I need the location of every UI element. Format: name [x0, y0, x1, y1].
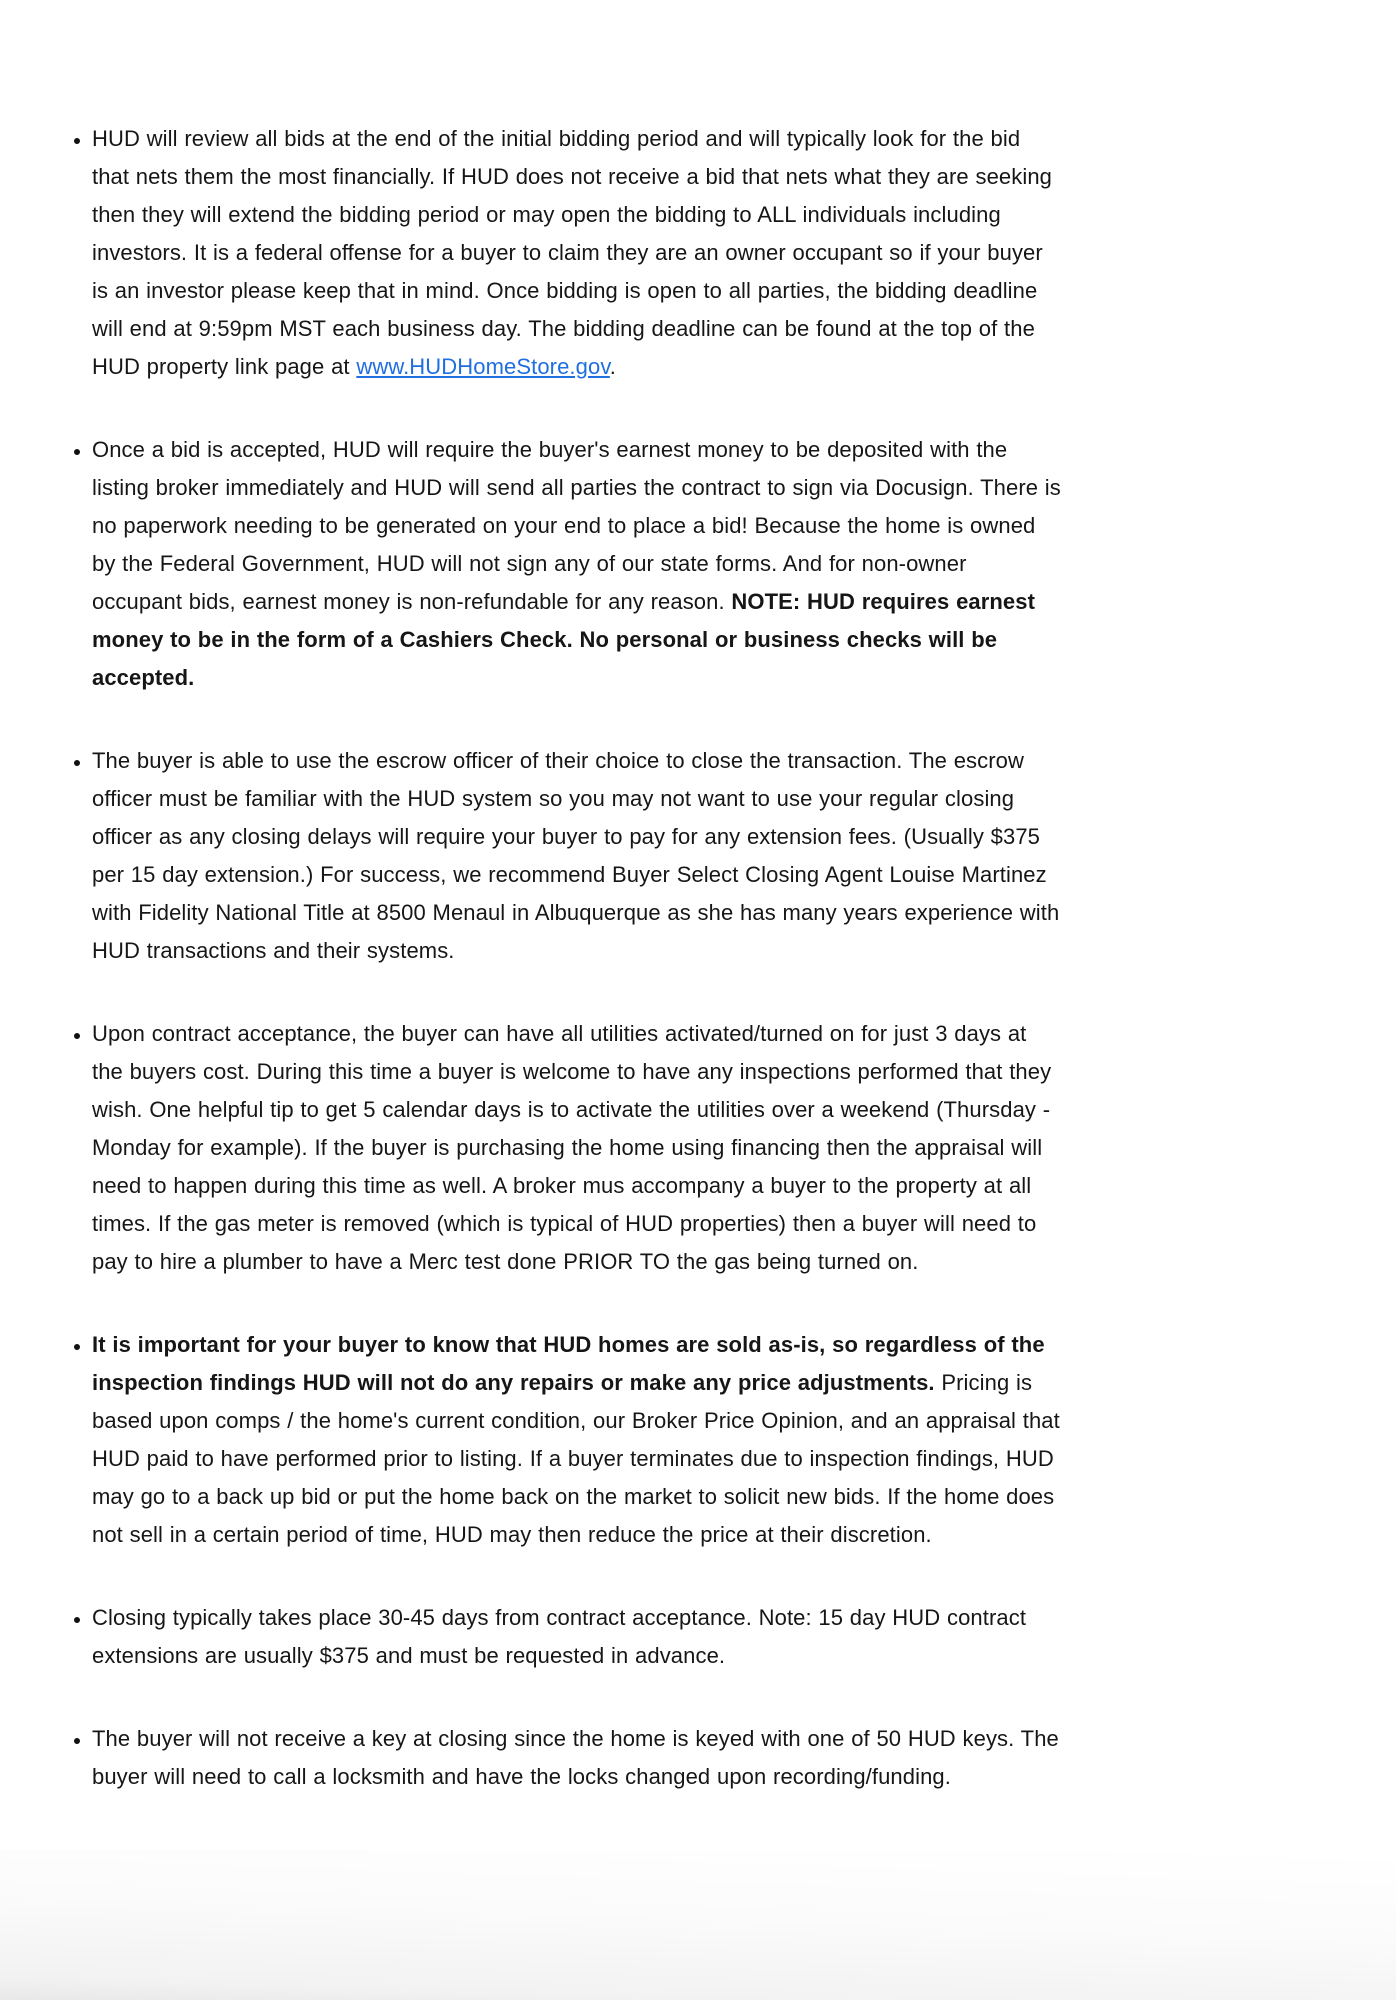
list-item — [92, 431, 1062, 697]
text-segment: The buyer is able to use the escrow officer of their choice to close the transaction. The escrow officer must be familiar with the HUD system so you may not want to use your regular closing officer as any closing delays will require your buyer to pay for any extension fees. (Usually $375 per 15 day extension.) For success, we recommend Buyer Select Closing Agent Louise Martinez with Fidelity National Title at 8500 Menaul in Albuquerque as she has many years experience with HUD transactions and their systems. — [92, 748, 1060, 963]
text-segment: NOTE: HUD requires earnest money to be in the form of a Cashiers Check. No personal or business checks will be accepted. — [92, 589, 1036, 690]
page-bottom-shadow — [0, 1850, 1396, 2000]
text-segment: Once a bid is accepted, HUD will require the buyer's earnest money to be deposited with the listing broker immediately and HUD will send all parties the contract to sign via Docusign. There is no paperwork needing to be generated on your end to place a bid! Because the home is owned by the Federal Government, HUD will not sign any of our state forms. And for non-owner occupant bids, earnest money is non-refundable for any reason. — [92, 437, 1061, 614]
text-segment: . — [609, 354, 617, 379]
hudhomestore-link[interactable]: www.HUDHomeStore.gov — [356, 354, 610, 379]
list-item — [92, 1326, 1062, 1554]
text-segment: It is important for your buyer to know that HUD homes are sold as-is, so regardless of the inspection findings HUD will not do any repairs or make any price adjustments. — [92, 1332, 1045, 1395]
list-item — [92, 120, 1062, 386]
list-item — [92, 1015, 1062, 1281]
list-item — [92, 1599, 1062, 1675]
text-segment: The buyer will not receive a key at closing since the home is keyed with one of 50 HUD keys. The buyer will need to call a locksmith and have the locks changed upon recording/funding. — [92, 1726, 1059, 1789]
list-item — [92, 1720, 1062, 1796]
list-item — [92, 742, 1062, 970]
text-segment: Closing typically takes place 30-45 days from contract acceptance. Note: 15 day HUD contract extensions are usually $375 and must be requested in advance. — [92, 1605, 1027, 1668]
text-segment: Upon contract acceptance, the buyer can have all utilities activated/turned on for just 3 days at the buyers cost. During this time a buyer is welcome to have any inspections performed that they wish. One helpful tip to get 5 calendar days is to activate the utilities over a weekend (Thursday - Monday for example). If the buyer is purchasing the home using financing then the appraisal will need to happen during this time as well. A broker mus accompany a buyer to the property at all times. If the gas meter is removed (which is typical of HUD properties) then a buyer will need to pay to hire a plumber to have a Merc test done PRIOR TO the gas being turned on. — [92, 1021, 1052, 1274]
text-segment: HUD will review all bids at the end of the initial bidding period and will typically look for the bid that nets them the most financially. If HUD does not receive a bid that nets what they are seeking then they will extend the bidding period or may open the bidding to ALL individuals including investors. It is a federal offense for a buyer to claim they are an owner occupant so if your buyer is an investor please keep that in mind. Once bidding is open to all parties, the bidding deadline will end at 9:59pm MST each business day. The bidding deadline can be found at the top of the HUD property link page at — [92, 126, 1052, 379]
text-segment: Pricing is based upon comps / the home's current condition, our Broker Price Opinion, and an appraisal that HUD paid to have performed prior to listing. If a buyer terminates due to inspection findings, HUD may go to a back up bid or put the home back on the market to solicit new bids. If the home does not sell in a certain period of time, HUD may then reduce the price at their discretion. — [92, 1370, 1060, 1547]
